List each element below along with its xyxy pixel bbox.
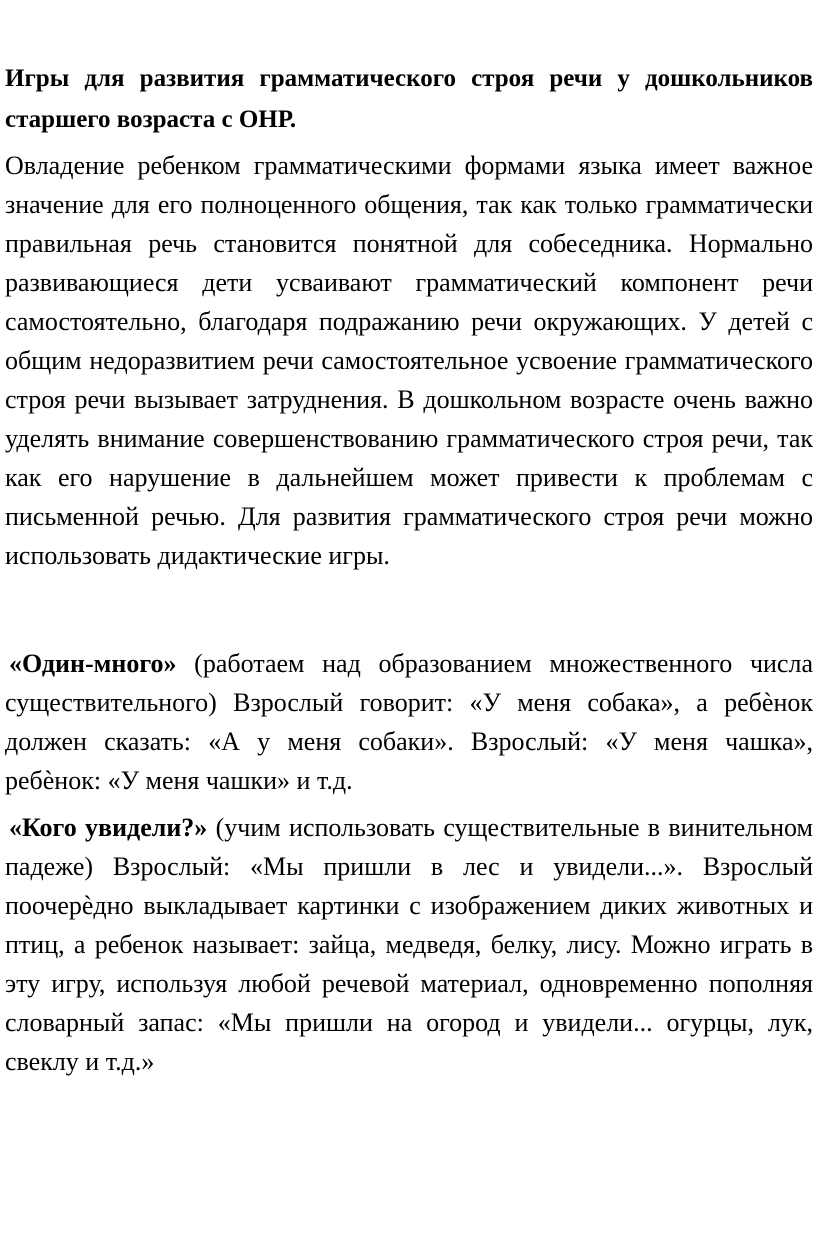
game-description: (учим использовать существительные в винительном падеже) Взрослый: «Мы пришли в лес и увидели...». Взрослый поочерѐдно выкладывает картинки с изображением диких животных и птиц, а ребенок называет: зайца, медведя, белку, лису. Можно играть в эту игру, используя любой речевой материал, одновременно пополняя словарный запас: «Мы пришли на огород и увидели... огурцы, лук, свеклу и т.д.» — [5, 813, 814, 1076]
game-description: (работаем над образованием множественного числа существительного) Взрослый говорит: «У меня собака», а ребѐнок должен сказать: «А у меня собаки». Взрослый: «У меня чашка», ребѐнок: «У меня чашки» и т.д. — [5, 649, 813, 795]
game-name: «Кого увидели?» — [9, 813, 208, 842]
game-name: «Один-много» — [9, 649, 177, 678]
document-page — [5, 58, 813, 1089]
document-title: Игры для развития грамматического строя речи у дошкольников старшего возраста с ОНР. — [5, 65, 813, 133]
intro-paragraph: Овладение ребенком грамматическими формами языка имеет важное значение для его полноценного общения, так как только грамматически правильная речь становится понятной для собеседника. Нормально развивающиеся дети усваивают грамматический компонент речи самостоятельно, благодаря подражанию речи окружающих. У детей с общим недоразвитием речи самостоятельное усвоение грамматического строя речи вызывает затруднения. В дошкольном возрасте очень важно уделять внимание совершенствованию грамматического строя речи, так как его нарушение в дальнейшем может привести к проблемам с письменной речью. Для развития грамматического строя речи можно использовать дидактические игры. — [5, 151, 813, 570]
game-one-many — [5, 644, 813, 800]
game-whom-seen — [5, 808, 813, 1081]
